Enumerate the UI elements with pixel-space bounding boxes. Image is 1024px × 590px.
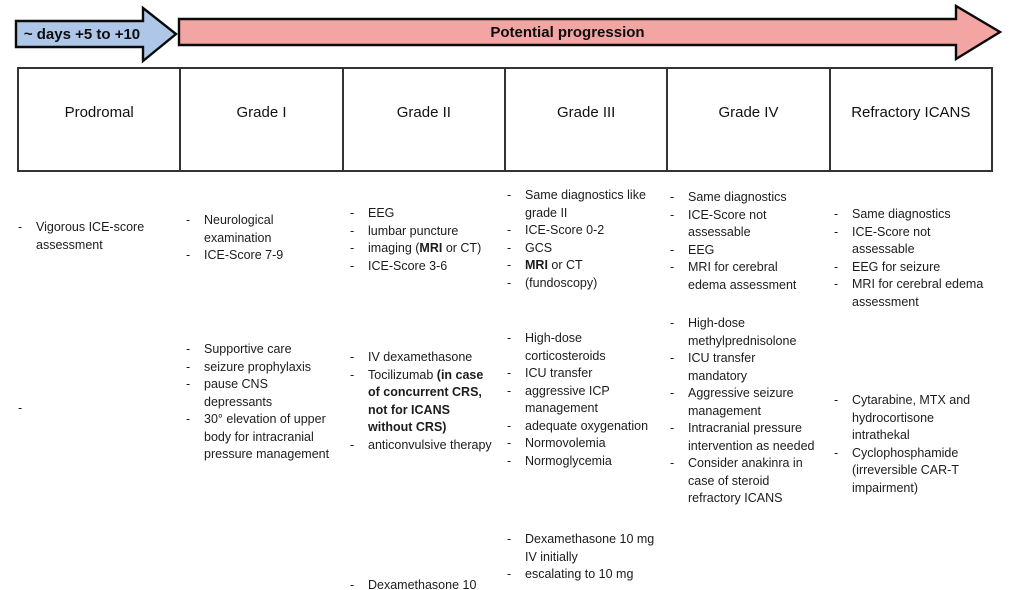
bullet-text: Normoglycemia: [525, 453, 612, 468]
grade-3-diagnostics-list: [503, 187, 655, 292]
bullet-item: [830, 392, 994, 445]
bullet-item: [14, 219, 164, 254]
bullet-dash: -: [834, 259, 839, 274]
bullet-item: [182, 376, 330, 411]
grade-3-escalation-list: [503, 531, 655, 584]
header-cell-grade-4: Grade IV: [668, 69, 830, 170]
bullet-item: [503, 257, 655, 275]
bullet-dash: -: [186, 412, 191, 426]
bullet-dash: -: [350, 241, 355, 255]
bullet-text: lumbar puncture: [368, 223, 459, 238]
bullet-text: High-dose corticosteroids: [525, 331, 606, 363]
bullet-item: [666, 455, 816, 508]
header-cell-refractory-icans: Refractory ICANS: [851, 104, 971, 121]
bullet-text: pause CNS depressants: [204, 377, 273, 409]
bullet-text: ICE-Score not assessable: [688, 207, 767, 239]
bullet-dash: -: [507, 275, 512, 290]
bullet-text: High-dose methylprednisolone: [688, 316, 797, 348]
grade-4-diagnostics-list: [666, 189, 816, 294]
bullet-text: Vigorous ICE-score assessment: [36, 220, 145, 252]
phase-arrow-label: ~ days +5 to +10: [23, 25, 141, 43]
bullet-item: [666, 420, 816, 455]
bullet-item: [346, 258, 494, 276]
bullet-item: [830, 224, 994, 259]
bullet-dash: -: [350, 437, 355, 452]
bullet-item: [830, 276, 994, 311]
bullet-text: [36, 400, 164, 418]
prodromal-diagnostics-list: [14, 219, 164, 254]
bullet-text: Consider anakinra in case of steroid refractory ICANS: [688, 456, 803, 505]
bullet-text: (fundoscopy): [525, 275, 598, 290]
column-prodromal: [14, 0, 164, 590]
bullet-item: [503, 383, 655, 418]
bullet-dash: -: [507, 240, 512, 255]
bullet-item: [830, 445, 994, 498]
bullet-item: [666, 242, 816, 260]
bullet-dash: -: [834, 393, 839, 407]
bullet-dash: -: [186, 213, 191, 227]
header-cell-prodromal: Prodromal: [19, 69, 181, 170]
bullet-text: ICE-Score not assessable: [852, 224, 931, 256]
bullet-text: Same diagnostics: [688, 190, 787, 204]
bullet-dash: -: [507, 532, 512, 546]
grade-2-management-list: [346, 349, 494, 454]
bullet-item: [503, 418, 655, 436]
bullet-text: ICE-Score 7-9: [204, 248, 284, 262]
bullet-item: [503, 275, 655, 293]
bullet-item: [182, 247, 330, 265]
bullet-dash: -: [507, 331, 512, 345]
grade-1-management-list: [182, 341, 330, 464]
grade-1-diagnostics-list: [182, 212, 330, 265]
bullet-dash: -: [834, 224, 839, 239]
bullet-dash: -: [507, 567, 512, 581]
bullet-text: ICE-Score 0-2: [525, 223, 605, 237]
column-grade-1: [182, 0, 330, 590]
bullet-item: [182, 411, 330, 464]
bullet-text: Tocilizumab (in case of concurrent CRS, not for ICANS without CRS): [368, 367, 484, 434]
bullet-dash: -: [834, 445, 839, 460]
bullet-item: [346, 205, 494, 223]
bullet-text: seizure prophylaxis: [204, 359, 311, 374]
bullet-dash: -: [507, 453, 512, 468]
bullet-item: [666, 189, 816, 207]
bullet-item: [666, 207, 816, 242]
bullet-text: Dexamethasone 10: [368, 578, 477, 590]
bullet-dash: -: [834, 277, 839, 291]
bullet-dash: -: [186, 248, 191, 262]
bullet-item: [182, 341, 330, 359]
bullet-text: adequate oxygenation: [525, 418, 649, 433]
bullet-text: ICU transfer mandatory: [688, 351, 756, 383]
bullet-dash: -: [507, 418, 512, 433]
column-refractory-icans: [830, 0, 994, 590]
bullet-dash: -: [350, 367, 355, 382]
bullet-text: Intracranial pressure intervention as needed: [688, 421, 815, 453]
bullet-text: IV dexamethasone: [368, 350, 473, 364]
bullet-text: Same diagnostics: [852, 207, 951, 221]
bullet-dash: -: [507, 366, 512, 380]
bullet-item: [503, 222, 655, 240]
bullet-text: ICE-Score 3-6: [368, 258, 448, 273]
bullet-dash: -: [507, 383, 512, 398]
bullet-item: [346, 223, 494, 241]
bullet-item: [14, 400, 164, 418]
bullet-item: [346, 577, 494, 590]
bullet-text: Cytarabine, MTX and hydrocortisone intrathekal: [852, 393, 971, 442]
grade-4-management-list: [666, 315, 816, 508]
bullet-text: aggressive ICP management: [525, 383, 610, 415]
header-cell-grade-2: Grade II: [344, 69, 506, 170]
bullet-dash: -: [670, 456, 675, 470]
bullet-text: Cyclophosphamide (irreversible CAR-T impairment): [852, 445, 959, 495]
bullet-text: MRI for cerebral edema assessment: [688, 260, 797, 292]
bullet-dash: -: [350, 258, 355, 273]
bullet-dash: -: [670, 421, 675, 435]
bullet-text: ICU transfer: [525, 366, 593, 380]
bullet-dash: -: [186, 359, 191, 374]
bullet-dash: -: [350, 206, 355, 220]
bullet-item: [830, 206, 994, 224]
bullet-dash: -: [507, 223, 512, 237]
bullet-item: [503, 453, 655, 471]
prodromal-management-list: [14, 400, 164, 418]
bullet-text: GCS: [525, 240, 553, 255]
bullet-dash: -: [670, 207, 675, 222]
bullet-dash: -: [186, 377, 191, 391]
bullet-dash: -: [507, 258, 512, 272]
bullet-dash: -: [18, 220, 23, 234]
bullet-text: Dexamethasone 10 mg IV initially: [525, 532, 655, 564]
grade-2-escalation-list: [346, 577, 494, 590]
bullet-dash: -: [350, 350, 355, 364]
header-cell-grade-1: Grade I: [181, 69, 343, 170]
bullet-dash: -: [350, 578, 355, 590]
column-grade-4: [666, 0, 816, 590]
bullet-dash: -: [670, 386, 675, 400]
bullet-dash: -: [507, 436, 512, 450]
bullet-dash: -: [670, 351, 675, 365]
bullet-item: [503, 566, 655, 584]
bullet-text: EEG: [368, 206, 395, 220]
bullet-text: Supportive care: [204, 342, 292, 356]
bullet-item: [503, 330, 655, 365]
grade-2-diagnostics-list: [346, 205, 494, 275]
column-grade-3: [503, 0, 655, 590]
bullet-item: [346, 349, 494, 367]
bullet-item: [830, 259, 994, 277]
bullet-text: EEG: [688, 242, 715, 257]
bullet-text: Neurological examination: [204, 213, 274, 245]
refractory-management-list: [830, 392, 994, 497]
bullet-item: [666, 315, 816, 350]
refractory-diagnostics-list: [830, 206, 994, 311]
bullet-text: escalating to 10 mg: [525, 567, 634, 581]
bullet-text: Same diagnostics like grade II: [525, 188, 646, 220]
bullet-item: [666, 259, 816, 294]
bullet-text: Normovolemia: [525, 436, 606, 450]
bullet-dash: -: [670, 190, 675, 204]
bullet-text: imaging (MRI or CT): [368, 241, 482, 255]
bullet-text: MRI or CT: [525, 258, 583, 272]
bullet-dash: -: [670, 242, 675, 257]
bullet-item: [503, 240, 655, 258]
column-grade-2: [346, 0, 494, 590]
bullet-dash: -: [834, 207, 839, 221]
bullet-item: [503, 365, 655, 383]
bullet-item: [182, 359, 330, 377]
bullet-dash: -: [670, 316, 675, 330]
bullet-item: [503, 187, 655, 222]
bullet-dash: -: [507, 188, 512, 202]
bullet-dash: -: [670, 260, 675, 274]
bullet-item: [503, 531, 655, 566]
grade-3-management-list: [503, 330, 655, 470]
bullet-item: [182, 212, 330, 247]
bullet-item: [346, 437, 494, 455]
bullet-dash: -: [18, 401, 23, 415]
bullet-text: 30° elevation of upper body for intracranial pressure management: [204, 412, 330, 461]
header-cell-grade-3: Grade III: [506, 69, 668, 170]
bullet-text: MRI for cerebral edema assessment: [852, 277, 984, 309]
bullet-text: Aggressive seizure management: [688, 386, 794, 418]
progression-arrow-label: Potential progression: [490, 23, 645, 41]
bullet-item: [666, 350, 816, 385]
bullet-dash: -: [350, 223, 355, 238]
bullet-text: EEG for seizure: [852, 259, 941, 274]
bullet-text: anticonvulsive therapy: [368, 437, 492, 452]
bullet-item: [346, 240, 494, 258]
bullet-dash: -: [186, 342, 191, 356]
bullet-item: [666, 385, 816, 420]
bullet-item: [503, 435, 655, 453]
bullet-item: [346, 367, 494, 437]
